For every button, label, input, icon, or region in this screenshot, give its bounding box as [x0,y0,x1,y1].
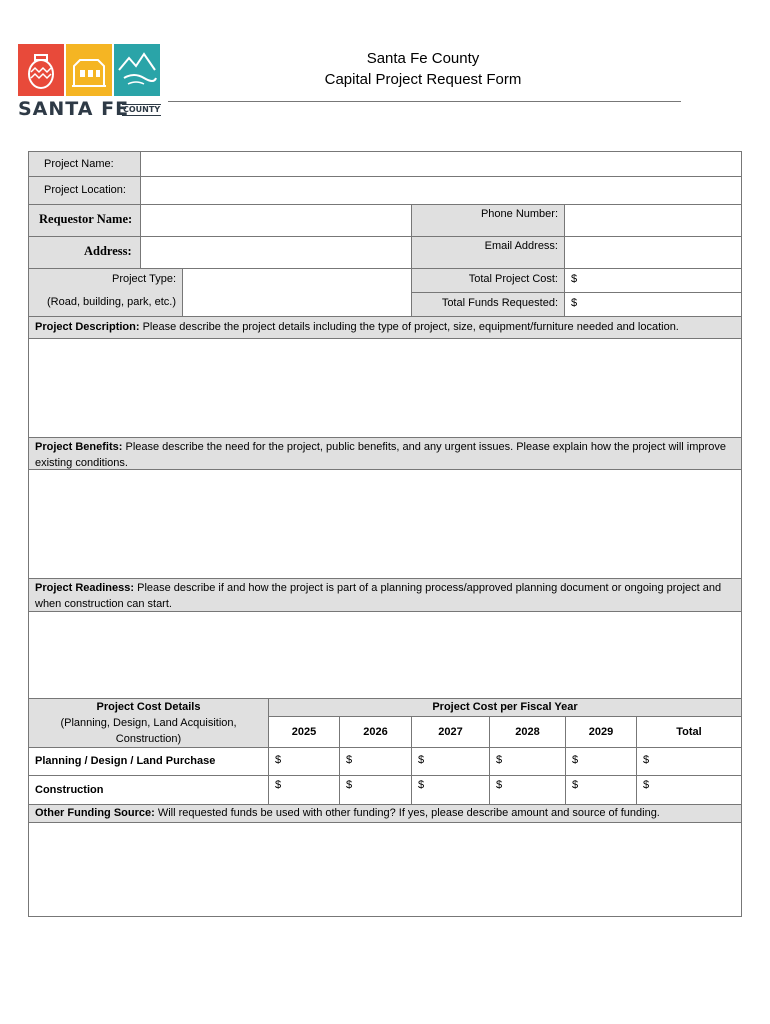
project-benefits-header [28,437,742,470]
total-funds-requested-label: Total Funds Requested: [441,297,558,309]
cost-total-cell[interactable] [636,747,742,776]
address-label: Address: [84,244,132,258]
year-header: 2025 [291,726,317,738]
cost-input-cell[interactable] [339,747,412,776]
address-field[interactable] [140,236,412,269]
requestor-name-label-cell [28,204,141,237]
cost-details-header: Project Cost Details [96,701,201,713]
pottery-icon [18,44,64,96]
year-header: 2029 [588,726,614,738]
total-project-cost-label-cell [411,268,565,293]
cost-row-label: Planning / Design / Land Purchase [35,755,216,767]
year-header-cell [268,716,340,748]
logo-adobe-tile [66,44,112,96]
other-funding-instructions: Will requested funds be used with other funding? If yes, please describe amount and source of funding. [154,807,660,819]
currency-symbol: $ [572,779,579,791]
project-type-label-cell [28,268,183,317]
project-name-label: Project Name: [44,158,114,170]
page-subtitle: Capital Project Request Form [324,71,522,88]
currency-symbol: $ [418,779,425,791]
cost-row-label-cell [28,775,269,805]
total-funds-requested-label-cell [411,292,565,317]
currency-symbol: $ [572,754,579,766]
total-funds-requested-field[interactable] [564,292,742,317]
total-project-cost-field[interactable] [564,268,742,293]
project-name-label-cell [28,151,141,177]
project-description-header [28,316,742,339]
header-divider [168,101,681,102]
project-description-field[interactable] [28,338,742,438]
requestor-name-label: Requestor Name: [39,212,133,226]
cost-input-cell[interactable] [489,775,566,805]
other-funding-label: Other Funding Source: [35,807,155,819]
currency-symbol: $ [496,754,503,766]
cost-row-label-cell [28,747,269,776]
cost-input-cell[interactable] [489,747,566,776]
project-readiness-header [28,578,742,612]
logo-pottery-tile [18,44,64,96]
cost-row-label: Construction [35,784,104,796]
address-label-cell [28,236,141,269]
currency-symbol: $ [571,297,578,309]
currency-symbol: $ [418,754,425,766]
cost-input-cell[interactable] [411,775,490,805]
currency-symbol: $ [571,273,578,285]
project-benefits-label: Project Benefits: [35,441,123,453]
project-location-label-cell [28,176,141,205]
cost-details-header-cell [28,698,269,748]
cost-input-cell[interactable] [565,775,637,805]
logo-mountain-tile [114,44,160,96]
cost-total-cell[interactable] [636,775,742,805]
adobe-building-icon [66,44,112,96]
logo-county-tag: COUNTY [123,105,161,114]
total-header-cell [636,716,742,748]
currency-symbol: $ [346,779,353,791]
project-location-field[interactable] [140,176,742,205]
year-header-cell [489,716,566,748]
page-title: Santa Fe County [366,50,480,67]
project-benefits-field[interactable] [28,469,742,579]
currency-symbol: $ [496,779,503,791]
fiscal-year-header-cell [268,698,742,717]
year-header-cell [565,716,637,748]
project-name-field[interactable] [140,151,742,177]
currency-symbol: $ [275,779,282,791]
project-type-hint: (Road, building, park, etc.) [46,296,176,308]
project-type-label: Project Type: [112,273,176,285]
year-header: 2028 [515,726,540,738]
project-description-instructions: Please describe the project details including the type of project, size, equipment/furniture needed and location. [139,321,679,333]
currency-symbol: $ [643,779,650,791]
project-readiness-field[interactable] [28,611,742,699]
project-location-label: Project Location: [44,184,126,196]
project-readiness-instructions: Please describe if and how the project is part of a planning process/approved planning document or ongoing project and when construction can start. [35,582,722,610]
email-address-label-cell [411,236,565,269]
logo-wordmark: SANTA FE [18,98,130,120]
cost-input-cell[interactable] [268,747,340,776]
phone-number-label-cell [411,204,565,237]
requestor-name-field[interactable] [140,204,412,237]
currency-symbol: $ [346,754,353,766]
fiscal-year-header: Project Cost per Fiscal Year [432,701,578,713]
project-description-label: Project Description: [35,321,140,333]
cost-input-cell[interactable] [411,747,490,776]
total-header: Total [676,726,702,738]
email-address-field[interactable] [564,236,742,269]
email-address-label: Email Address: [484,240,558,252]
currency-symbol: $ [275,754,282,766]
phone-number-label: Phone Number: [480,208,558,220]
year-header: 2027 [438,726,463,738]
phone-number-field[interactable] [564,204,742,237]
year-header-cell [339,716,412,748]
cost-input-cell[interactable] [565,747,637,776]
cost-input-cell[interactable] [339,775,412,805]
other-funding-header [28,804,742,823]
mountain-icon [114,44,160,96]
currency-symbol: $ [643,754,650,766]
cost-input-cell[interactable] [268,775,340,805]
year-header-cell [411,716,490,748]
project-benefits-instructions: Please describe the need for the project, public benefits, and any urgent issues. Please explain how the project will improve existing conditions. [35,441,726,469]
project-type-field[interactable] [182,268,412,317]
year-header: 2026 [363,726,388,738]
other-funding-field[interactable] [28,822,742,917]
cost-details-subheader: (Planning, Design, Land Acquisition, Construction) [60,717,237,745]
total-project-cost-label: Total Project Cost: [468,273,558,285]
project-readiness-label: Project Readiness: [35,582,135,594]
